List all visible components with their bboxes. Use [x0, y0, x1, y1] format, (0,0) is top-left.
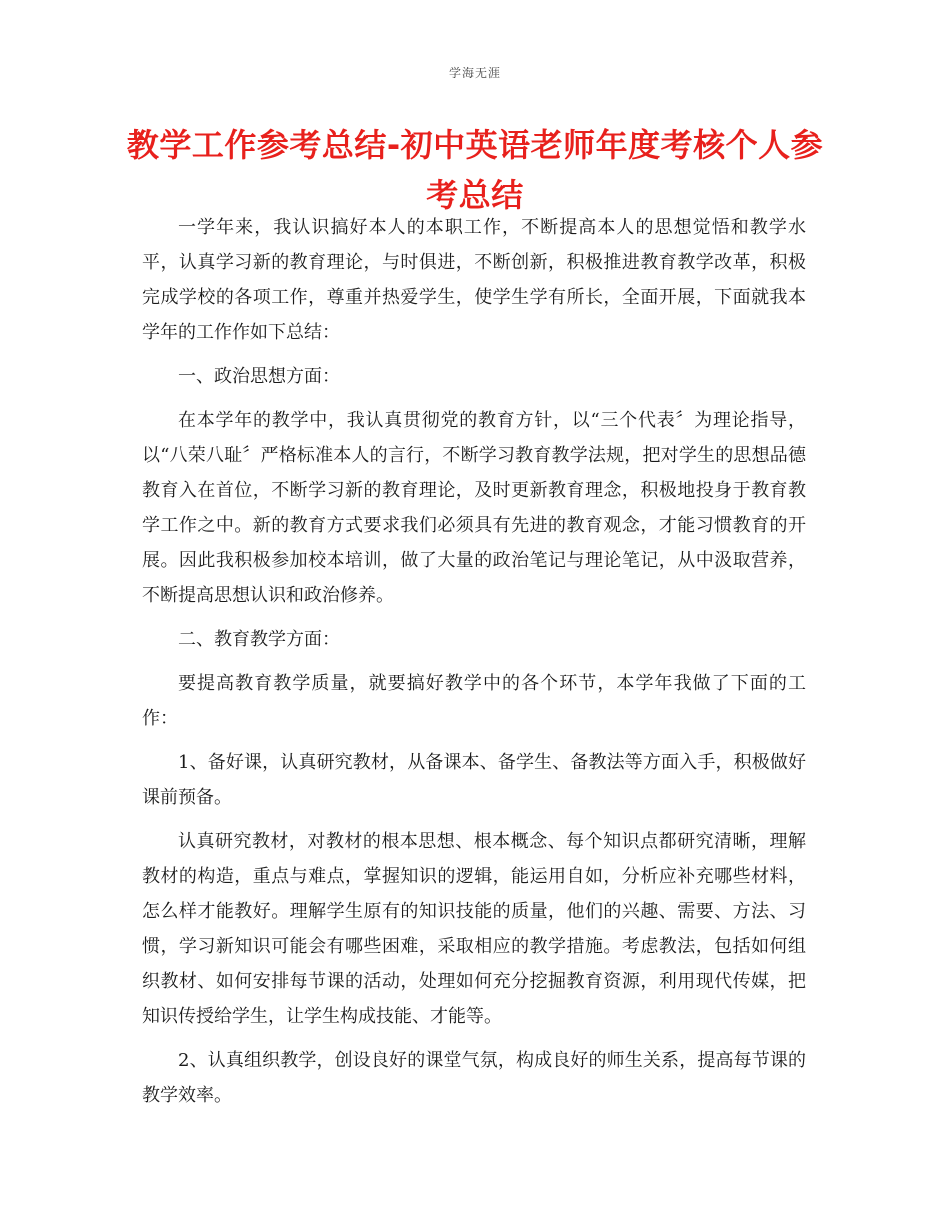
section-heading-political: 一、政治思想方面：	[178, 366, 340, 387]
section-heading-teaching: 二、教育教学方面：	[178, 629, 340, 650]
item-2-paragraph: 2、认真组织教学，创设良好的课堂气氛，构成良好的师生关系，提高每节课的教学效率。	[142, 1050, 806, 1106]
page-header: 学海无涯	[448, 66, 501, 80]
intro-paragraph: 一学年来，我认识搞好本人的本职工作，不断提高本人的思想觉悟和教学水平，认真学习新的教育理论，与时俱进，不断创新，积极推进教育教学改革，积极完成学校的各项工作，尊重并热爱学生，使学生学有所长，全面开展，下面就我本学年的工作作如下总结：	[142, 217, 806, 343]
item-1-paragraph: 1、备好课，认真研究教材，从备课本、备学生、备教法等方面入手，积极做好课前预备。	[142, 752, 806, 808]
document-title: 教学工作参考总结-初中英语老师年度考核个人参考总结	[126, 126, 824, 214]
political-paragraph: 在本学年的教学中，我认真贯彻党的教育方针，以“三个代表〞为理论指导，以“八荣八耻〞严格标准本人的言行，不断学习教育教学法规，把对学生的思想品德教育入在首位，不断学习新的教育理论，及时更新教育理念，积极地投身于教育教学工作之中。新的教育方式要求我们必须具有先进的教育观念，才能习惯教育的开展。因此我积极参加校本培训，做了大量的政治笔记与理论笔记，从中汲取营养，不断提高思想认识和政治修养。	[142, 410, 806, 606]
item-1-detail-paragraph: 认真研究教材，对教材的根本思想、根本概念、每个知识点都研究清晰，理解教材的构造，重点与难点，掌握知识的逻辑，能运用自如，分析应补充哪些材料，怎么样才能教好。理解学生原有的知识技能的质量，他们的兴趣、需要、方法、习惯，学习新知识可能会有哪些困难，采取相应的教学措施。考虑教法，包括如何组织教材、如何安排每节课的活动，处理如何充分挖掘教育资源，利用现代传媒，把知识传授给学生，让学生构成技能、才能等。	[142, 831, 806, 1027]
teaching-intro-paragraph: 要提高教育教学质量，就要搞好教学中的各个环节，本学年我做了下面的工作：	[142, 673, 806, 729]
document-body	[142, 210, 806, 1122]
